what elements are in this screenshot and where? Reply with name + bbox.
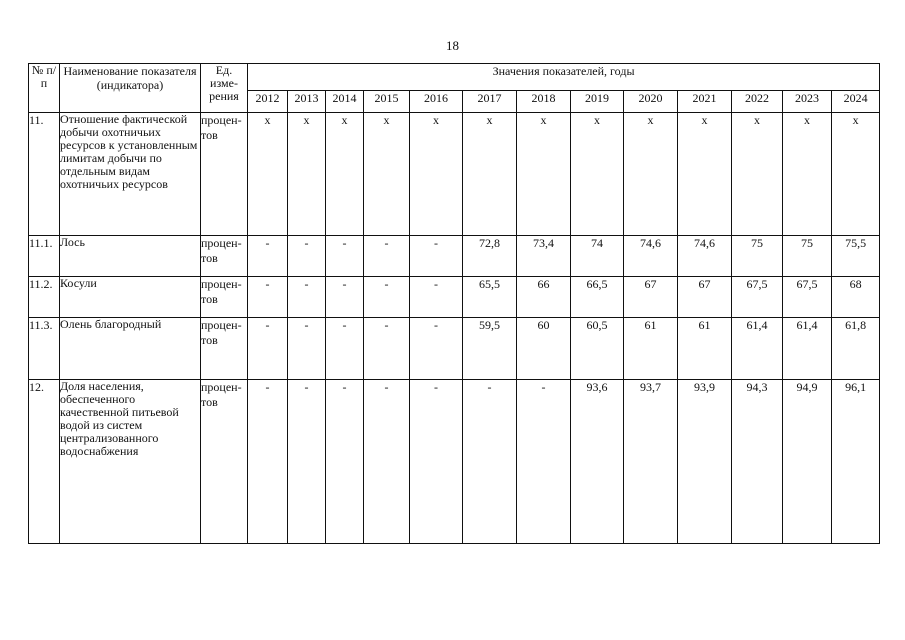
year-header: 2012	[248, 91, 288, 113]
year-header: 2017	[463, 91, 517, 113]
value-cell: -	[326, 277, 364, 318]
row-unit: процен-тов	[201, 113, 248, 236]
row-number: 11.3.	[29, 318, 60, 380]
table-header	[29, 64, 880, 113]
value-cell: 75,5	[832, 236, 880, 277]
row-unit: процен-тов	[201, 380, 248, 544]
row-number: 11.	[29, 113, 60, 236]
row-unit: процен-тов	[201, 277, 248, 318]
value-cell: -	[410, 318, 463, 380]
value-cell: 66,5	[571, 277, 624, 318]
table-row	[29, 113, 880, 236]
value-cell: -	[364, 380, 410, 544]
value-cell: 61	[678, 318, 732, 380]
value-cell: -	[288, 318, 326, 380]
value-cell: 72,8	[463, 236, 517, 277]
value-cell: х	[326, 113, 364, 236]
table-row	[29, 277, 880, 318]
table-row	[29, 318, 880, 380]
value-cell: 67	[624, 277, 678, 318]
value-cell: -	[410, 380, 463, 544]
value-cell: 93,6	[571, 380, 624, 544]
value-cell: 96,1	[832, 380, 880, 544]
table-body	[29, 113, 880, 544]
value-cell: -	[364, 318, 410, 380]
value-cell: 59,5	[463, 318, 517, 380]
row-unit: процен-тов	[201, 318, 248, 380]
header-unit: Ед. изме-рения	[201, 64, 248, 113]
value-cell: 67,5	[783, 277, 832, 318]
year-header: 2024	[832, 91, 880, 113]
value-cell: 68	[832, 277, 880, 318]
value-cell: 61,4	[783, 318, 832, 380]
value-cell: 61,8	[832, 318, 880, 380]
year-header: 2014	[326, 91, 364, 113]
value-cell: 94,3	[732, 380, 783, 544]
row-number: 11.1.	[29, 236, 60, 277]
year-header: 2015	[364, 91, 410, 113]
indicators-table	[28, 63, 880, 544]
value-cell: х	[517, 113, 571, 236]
value-cell: -	[410, 236, 463, 277]
value-cell: -	[463, 380, 517, 544]
header-num: № п/п	[29, 64, 60, 113]
value-cell: -	[410, 277, 463, 318]
row-unit: процен-тов	[201, 236, 248, 277]
value-cell: -	[517, 380, 571, 544]
year-header: 2013	[288, 91, 326, 113]
value-cell: х	[288, 113, 326, 236]
value-cell: х	[678, 113, 732, 236]
value-cell: 94,9	[783, 380, 832, 544]
value-cell: 60	[517, 318, 571, 380]
value-cell: х	[624, 113, 678, 236]
value-cell: 74,6	[624, 236, 678, 277]
value-cell: -	[248, 277, 288, 318]
value-cell: 93,7	[624, 380, 678, 544]
value-cell: -	[288, 236, 326, 277]
value-cell: 61	[624, 318, 678, 380]
value-cell: 93,9	[678, 380, 732, 544]
year-header: 2018	[517, 91, 571, 113]
value-cell: 75	[732, 236, 783, 277]
value-cell: х	[248, 113, 288, 236]
value-cell: 67	[678, 277, 732, 318]
value-cell: -	[364, 277, 410, 318]
value-cell: -	[326, 318, 364, 380]
value-cell: х	[463, 113, 517, 236]
value-cell: х	[571, 113, 624, 236]
year-header: 2023	[783, 91, 832, 113]
row-indicator-name: Косули	[60, 277, 201, 318]
value-cell: 74,6	[678, 236, 732, 277]
value-cell: -	[288, 277, 326, 318]
value-cell: -	[326, 380, 364, 544]
value-cell: -	[248, 380, 288, 544]
page-number: 18	[446, 38, 459, 53]
row-indicator-name: Олень благородный	[60, 318, 201, 380]
table-row	[29, 380, 880, 544]
value-cell: -	[248, 236, 288, 277]
value-cell: 65,5	[463, 277, 517, 318]
year-header: 2019	[571, 91, 624, 113]
year-header: 2022	[732, 91, 783, 113]
value-cell: х	[732, 113, 783, 236]
header-name: Наименование показателя (индикатора)	[60, 64, 201, 113]
value-cell: -	[288, 380, 326, 544]
value-cell: 67,5	[732, 277, 783, 318]
value-cell: х	[410, 113, 463, 236]
row-indicator-name: Доля населения, обеспеченного качественной питьевой водой из систем централизованного водоснабжения	[60, 380, 201, 544]
row-number: 12.	[29, 380, 60, 544]
year-header: 2016	[410, 91, 463, 113]
value-cell: 60,5	[571, 318, 624, 380]
value-cell: -	[364, 236, 410, 277]
year-header: 2021	[678, 91, 732, 113]
value-cell: -	[248, 318, 288, 380]
year-header: 2020	[624, 91, 678, 113]
value-cell: 61,4	[732, 318, 783, 380]
row-number: 11.2.	[29, 277, 60, 318]
value-cell: х	[832, 113, 880, 236]
value-cell: 74	[571, 236, 624, 277]
value-cell: х	[783, 113, 832, 236]
value-cell: 73,4	[517, 236, 571, 277]
value-cell: 66	[517, 277, 571, 318]
value-cell: х	[364, 113, 410, 236]
table-row	[29, 236, 880, 277]
header-row	[29, 64, 880, 91]
row-indicator-name: Лось	[60, 236, 201, 277]
header-values: Значения показателей, годы	[248, 64, 880, 91]
value-cell: 75	[783, 236, 832, 277]
value-cell: -	[326, 236, 364, 277]
row-indicator-name: Отношение фактической добычи охотничьих ресурсов к установленным лимитам добычи по отдельным видам охотничьих ресурсов	[60, 113, 201, 236]
